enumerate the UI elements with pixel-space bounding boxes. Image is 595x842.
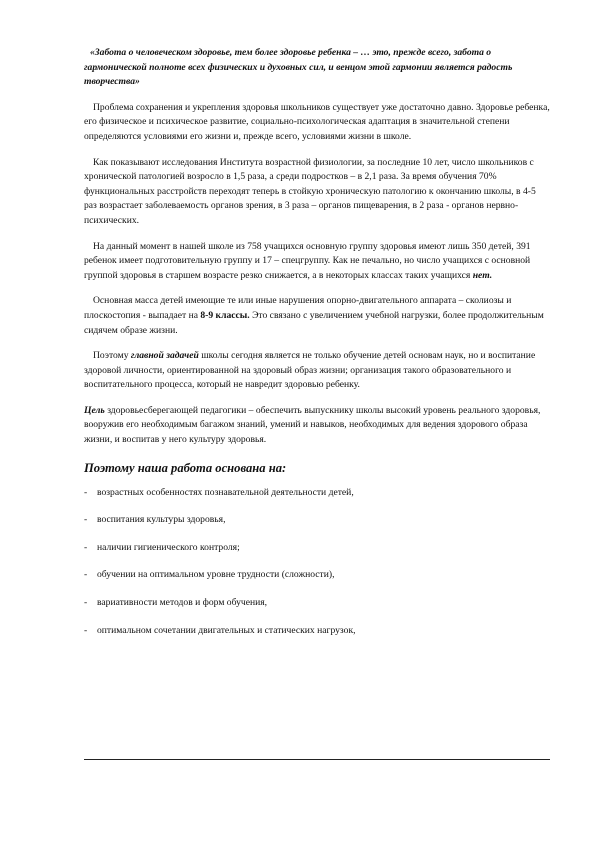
epigraph: «Забота о человеческом здоровье, тем более здоровье ребенка – … это, прежде всего, забота о гармонической полноте всех физических и духовных сил, и венцом этой гармонии является радость творчества» bbox=[84, 47, 513, 88]
list-item-text: обучении на оптимальном уровне трудности (сложности), bbox=[97, 569, 335, 581]
paragraph-goal-text: здоровьесберегающей педагогики – обеспечить выпускнику школы высокий уровень реального здоровья, вооружив его необходимым багажом знаний, умений и навыков, необходимых для ведения здорового образа жизни, и воспитав у него культуру здоровья. bbox=[84, 404, 541, 446]
paragraph-goal bbox=[84, 404, 550, 448]
paragraph-posture-tail: Это связано с увеличением учебной нагрузки, более продолжительным сидячем образе жизни. bbox=[84, 309, 544, 336]
list-dash: - bbox=[84, 569, 88, 581]
list-item bbox=[84, 541, 550, 556]
emphasis-main-task: главной задачей bbox=[130, 350, 199, 362]
paragraph-main-task-text: школы сегодня является не только обучение детей основам наук, но и воспитание здоровой личности, ориентированной на здоровый образ жизни; организация такого образовательного и воспитательного процесса, который не навредит здоровью ребенку. bbox=[84, 350, 536, 391]
list-item-text: вариативности методов и форм обучения, bbox=[97, 597, 268, 609]
basis-list bbox=[84, 486, 550, 639]
list-item-text: наличии гигиенического контроля; bbox=[97, 541, 240, 553]
paragraph-school-groups-text: На данный момент в нашей школе из 758 учащихся основную группу здоровья имеют лишь 350 детей, 391 ребенок имеет подготовительную группу и 17 – спецгруппу. Как не печально, но число учащихся с основной группой здоровья в старшем возрасте резко снижается, а в некоторых классах таких учащихся bbox=[84, 240, 531, 281]
list-dash: - bbox=[84, 541, 88, 553]
document-body bbox=[84, 46, 550, 651]
list-item bbox=[84, 568, 550, 583]
list-item-text: возрастных особенностях познавательной деятельности детей, bbox=[97, 486, 354, 498]
paragraph-main-task bbox=[84, 349, 550, 393]
paragraph-statistics: Как показывают исследования Института возрастной физиологии, за последние 10 лет, число школьников с хронической патологией возросло в 1,5 раза, а среди подростков – в 2,1 раза. За время обучения 70% функциональных расстройств переходят теперь в стойкую хроническую патологию к окончанию школы, в 4-5 раз возрастает заболеваемость органов зрения, в 3 раза – органов пищеварения, в 2 раза - органов нервно-психических. bbox=[84, 156, 536, 226]
list-item-text: воспитания культуры здоровья, bbox=[97, 514, 226, 526]
list-item bbox=[84, 624, 550, 639]
list-dash: - bbox=[84, 597, 88, 609]
paragraph-main-task-pre: Поэтому bbox=[93, 350, 131, 362]
list-dash: - bbox=[84, 486, 88, 498]
footer-divider bbox=[84, 759, 550, 760]
paragraph-school-groups bbox=[84, 240, 550, 284]
list-item bbox=[84, 486, 550, 501]
list-dash: - bbox=[84, 514, 88, 526]
paragraph-problem: Проблема сохранения и укрепления здоровья школьников существует уже достаточно давно. Здоровье ребенка, его физическое и психическое развитие, социально-психологическая адаптация в значительной степени определяются условиями его жизни и, прежде всего, условиями жизни в школе. bbox=[84, 101, 550, 142]
list-item bbox=[84, 596, 550, 611]
emphasis-grades: 8-9 классы. bbox=[200, 309, 250, 321]
list-item bbox=[84, 513, 550, 528]
paragraph-posture bbox=[84, 294, 550, 338]
emphasis-goal: Цель bbox=[84, 404, 105, 416]
paragraph-posture-text: Основная масса детей имеющие те или иные нарушения опорно-двигательного аппарата – сколиозы и плоскостопия - выпадает на bbox=[84, 295, 512, 321]
list-item-text: оптимальном сочетании двигательных и статических нагрузок, bbox=[97, 624, 356, 636]
emphasis-none: нет. bbox=[472, 269, 493, 281]
list-dash: - bbox=[84, 624, 88, 636]
section-heading: Поэтому наша работа основана на: bbox=[84, 460, 287, 475]
